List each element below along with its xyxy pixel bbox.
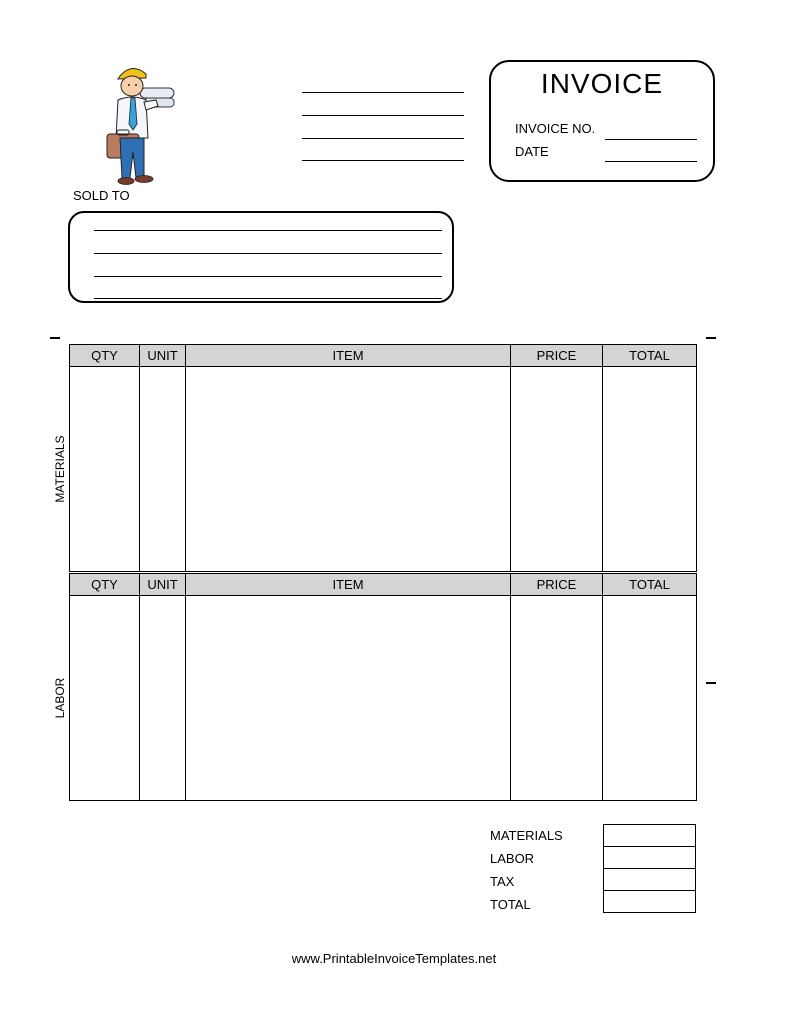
grand-total-field[interactable] — [604, 891, 696, 913]
sold-to-line[interactable] — [94, 230, 442, 231]
labor-total-field[interactable] — [604, 847, 696, 869]
unit-cell[interactable] — [140, 367, 186, 572]
materials-total-label: MATERIALS — [490, 828, 563, 843]
address-line[interactable] — [302, 160, 464, 161]
materials-section-label: MATERIALS — [53, 435, 67, 503]
qty-cell[interactable] — [70, 367, 140, 572]
fold-mark — [50, 337, 60, 339]
header-item: ITEM — [186, 345, 511, 367]
invoice-date-field[interactable] — [605, 161, 697, 162]
header-unit: UNIT — [140, 574, 186, 596]
invoice-info-box — [489, 60, 715, 182]
price-cell[interactable] — [511, 367, 603, 572]
header-item: ITEM — [186, 574, 511, 596]
invoice-title: INVOICE — [540, 68, 664, 99]
item-cell[interactable] — [186, 596, 511, 801]
address-line[interactable] — [302, 138, 464, 139]
tax-field[interactable] — [604, 869, 696, 891]
labor-table — [69, 573, 697, 801]
tax-label: TAX — [490, 874, 515, 889]
construction-worker-icon — [100, 60, 180, 192]
total-cell[interactable] — [603, 367, 697, 572]
qty-cell[interactable] — [70, 596, 140, 801]
sold-to-label: SOLD TO — [73, 188, 130, 203]
fold-mark — [706, 682, 716, 684]
sold-to-line[interactable] — [94, 298, 442, 299]
address-line[interactable] — [302, 92, 464, 93]
header-total: TOTAL — [603, 574, 697, 596]
header-unit: UNIT — [140, 345, 186, 367]
header-price: PRICE — [511, 345, 603, 367]
totals-box — [603, 824, 696, 913]
header-qty: QTY — [70, 574, 140, 596]
sold-to-line[interactable] — [94, 253, 442, 254]
address-line[interactable] — [302, 115, 464, 116]
footer-url: www.PrintableInvoiceTemplates.net — [291, 951, 497, 966]
total-cell[interactable] — [603, 596, 697, 801]
invoice-date-label: DATE — [515, 144, 549, 159]
invoice-number-label: INVOICE NO. — [515, 121, 596, 136]
price-cell[interactable] — [511, 596, 603, 801]
labor-total-label: LABOR — [490, 851, 535, 866]
header-price: PRICE — [511, 574, 603, 596]
header-total: TOTAL — [603, 345, 697, 367]
sold-to-box — [68, 211, 454, 303]
labor-section-label: LABOR — [53, 677, 67, 719]
invoice-number-field[interactable] — [605, 139, 697, 140]
materials-total-field[interactable] — [604, 825, 696, 847]
header-qty: QTY — [70, 345, 140, 367]
unit-cell[interactable] — [140, 596, 186, 801]
sold-to-line[interactable] — [94, 276, 442, 277]
grand-total-label: TOTAL — [490, 897, 531, 912]
fold-mark — [706, 337, 716, 339]
item-cell[interactable] — [186, 367, 511, 572]
materials-table — [69, 344, 697, 572]
